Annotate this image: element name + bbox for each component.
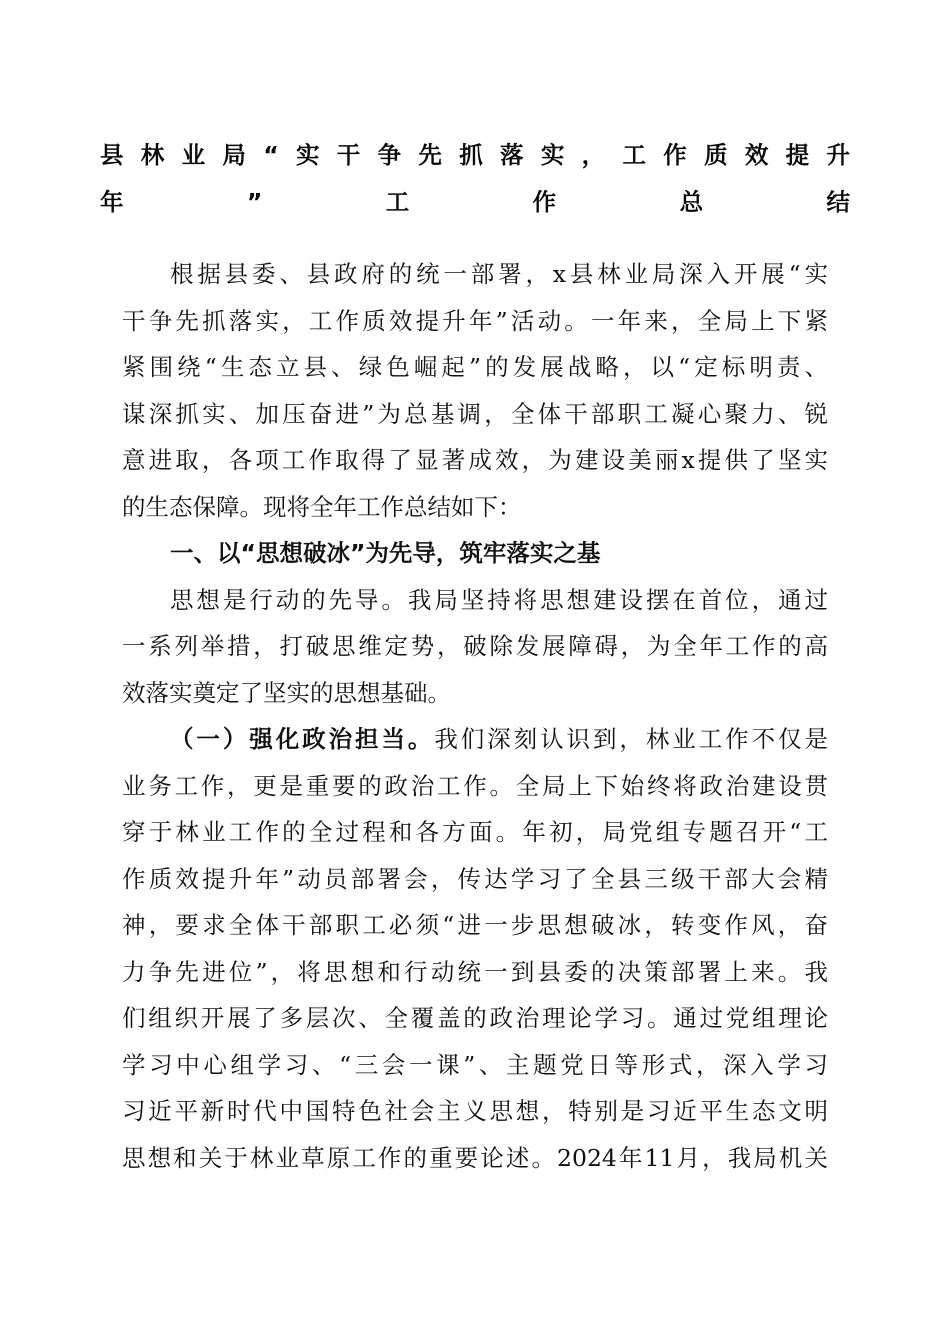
title-line-2: 年”工作总结 (100, 187, 850, 216)
paragraph-3-line-8: 学习中心组学习、“三会一课”、主题党日等形式，深入学习 (122, 1050, 828, 1079)
paragraph-1-line-5: 意进取，各项工作取得了显著成效，为建设美丽x提供了坚实 (122, 446, 828, 474)
document-title (100, 132, 850, 225)
paragraph-3-line-3: 穿于林业工作的全过程和各方面。年初，局党组专题召开“工 (122, 818, 828, 846)
paragraph-3-line-5: 神，要求全体干部职工必须“进一步思想破冰，转变作风，奋 (122, 911, 828, 939)
paragraph-1-line-2: 干争先抓落实，工作质效提升年”活动。一年来，全局上下紧 (122, 306, 828, 335)
paragraph-3-line-6: 力争先进位”，将思想和行动统一到县委的决策部署上来。我 (122, 957, 828, 986)
title-line-1: 县林业局“实干争先抓落实，工作质效提升 (100, 141, 850, 169)
paragraph-3-line-4: 作质效提升年”动员部署会，传达学习了全县三级干部大会精 (122, 864, 828, 893)
paragraph-1-line-6: 的生态保障。现将全年工作总结如下： (122, 492, 522, 521)
paragraph-3-line-9: 习近平新时代中国特色社会主义思想，特别是习近平生态文明 (122, 1097, 828, 1125)
section-1-heading: 一、以“思想破冰”为先导，筑牢落实之基 (170, 539, 601, 567)
paragraph-2-line-3: 效落实奠定了坚实的思想基础。 (122, 678, 451, 707)
paragraph-3-line-1-rest: 我们深刻认识到，林业工作不仅是 (434, 725, 828, 753)
paragraph-1-line-1: 根据县委、县政府的统一部署，x县林业局深入开展“实 (170, 260, 828, 288)
document-body (122, 251, 828, 1181)
paragraph-2-line-2: 一系列举措，打破思维定势，破除发展障碍，为全年工作的高 (122, 632, 828, 660)
paragraph-1-line-3: 紧围绕“生态立县、绿色崛起”的发展战略，以“定标明责、 (122, 353, 828, 381)
paragraph-3-line-10: 思想和关于林业草原工作的重要论述。2024年11月，我局机关 (122, 1143, 828, 1172)
paragraph-3-line-2: 业务工作，更是重要的政治工作。全局上下始终将政治建设贯 (122, 771, 828, 800)
paragraph-2-line-1: 思想是行动的先导。我局坚持将思想建设摆在首位，通过 (170, 585, 828, 614)
subsection-1-lead: （一）强化政治担当。 (170, 725, 435, 753)
paragraph-1-line-4: 谋深抓实、加压奋进”为总基调，全体干部职工凝心聚力、锐 (122, 399, 828, 428)
paragraph-3-line-7: 们组织开展了多层次、全覆盖的政治理论学习。通过党组理论 (122, 1004, 828, 1032)
paragraph-3-line-1 (122, 716, 828, 763)
